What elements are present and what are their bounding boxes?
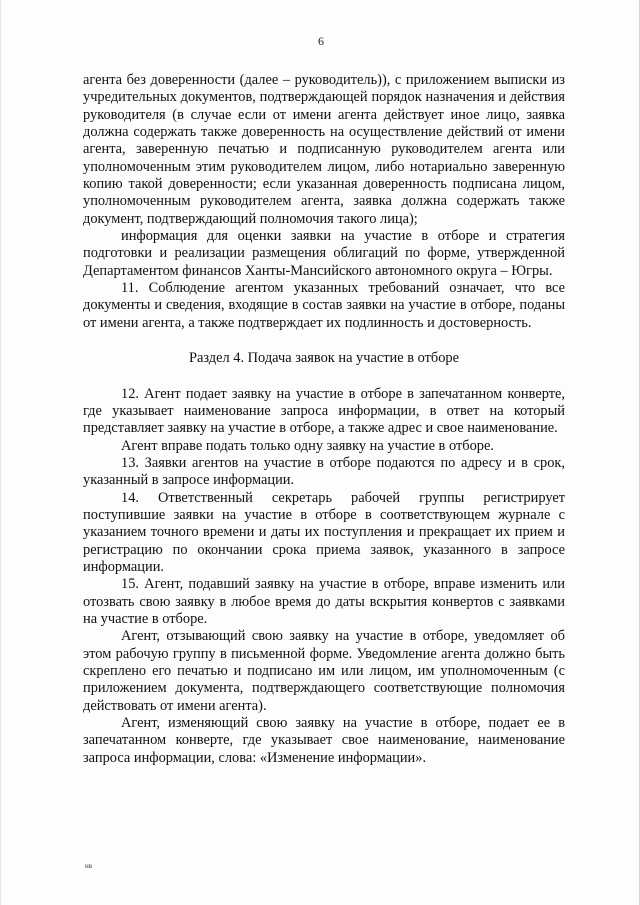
section-heading: Раздел 4. Подача заявок на участие в отборе: [188, 350, 460, 367]
paragraph-14: 14. Ответственный секретарь рабочей группы регистрирует поступившие заявки на участие в отборе в соответствующем журнале с указанием точного времени и даты их поступления и прекращает их прием и регистрацию по окончании срока приема заявок, указанного в запросе информации.: [83, 489, 565, 575]
paragraph-13: 13. Заявки агентов на участие в отборе подаются по адресу и в срок, указанный в запросе информации.: [83, 454, 565, 489]
footer-initials: нв: [85, 862, 93, 870]
paragraph-11: 11. Соблюдение агентом указанных требований означает, что все документы и сведения, входящие в состав заявки на участие в отборе, поданы от имени агента, а также подтверждает их подлинность и достоверность.: [83, 280, 565, 331]
document-body: [83, 72, 565, 767]
paragraph-15: 15. Агент, подавший заявку на участие в отборе, вправе изменить или отозвать свою заявку в любое время до даты вскрытия конвертов с заявками на участие в отборе.: [83, 576, 565, 627]
paragraph-continuation: агента без доверенности (далее – руководитель)), с приложением выписки из учредительных документов, подтверждающей порядок назначения и действия руководителя (в случае если от имени агента действует иное лицо, заявка должна содержать также доверенность на осуществление действий от имени агента, заверенную печатью и подписанную руководителем агента или уполномоченным этим руководителем лицом, либо нотариально заверенную копию такой доверенности; если указанная доверенность подписана лицом, уполномоченным руководителем агента, заявка должна содержать также документ, подтверждающий полномочия такого лица);: [83, 72, 565, 227]
paragraph-one-application: Агент вправе подать только одну заявку на участие в отборе.: [121, 437, 494, 454]
paragraph-12: 12. Агент подает заявку на участие в отборе в запечатанном конверте, где указывает наименование запроса информации, в ответ на который представляет заявку на участие в отборе, а также адрес и свое наименование.: [83, 385, 565, 437]
paragraph-withdrawal: Агент, отзывающий свою заявку на участие в отборе, уведомляет об этом рабочую группу в письменной форме. Уведомление агента должно быть скреплено его печатью и подписано им или лицом, им уполномоченным (с приложением документа, подтверждающего соответствующие полномочия действовать от имени агента).: [83, 628, 565, 714]
paragraph-modification: Агент, изменяющий свою заявку на участие в отборе, подает ее в запечатанном конверте, где указывает свое наименование, наименование запроса информации, слова: «Изменение информации».: [83, 715, 565, 766]
paragraph-evaluation-info: информация для оценки заявки на участие в отборе и стратегия подготовки и реализации размещения облигаций по форме, утвержденной Департаментом финансов Ханты-Мансийского автономного округа – Югры.: [83, 228, 565, 279]
page-number: 6: [318, 34, 324, 48]
